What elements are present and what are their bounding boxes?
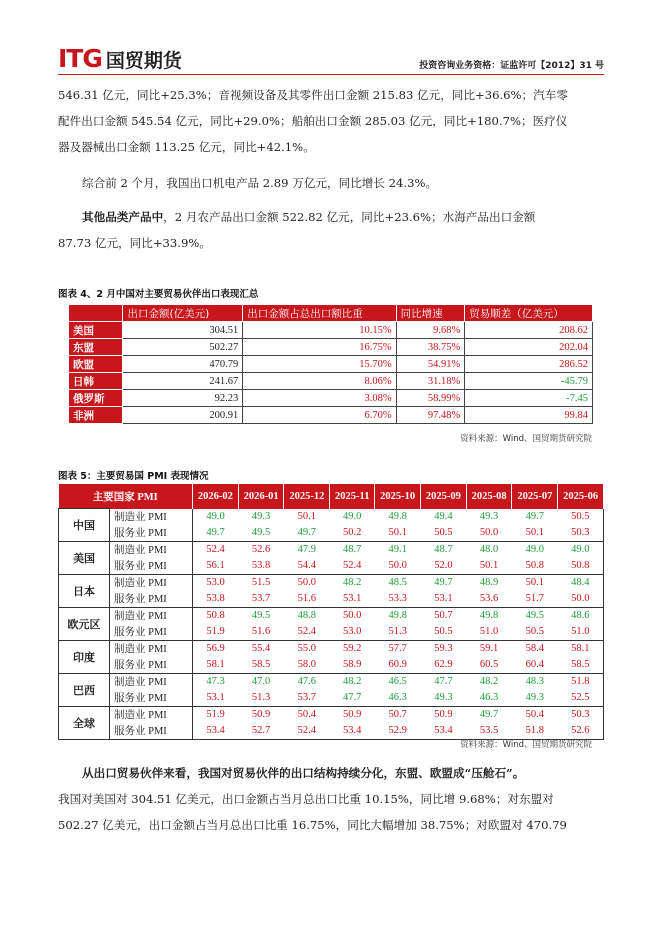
pmi-value-cell: 51.5 [251,577,271,588]
table4-row [69,322,593,339]
trade-surplus-cell: 286.52 [465,356,593,373]
pmi-value-cell: 58.1 [193,657,239,674]
table5-source: 资料来源：Wind、国贸期货研究院 [460,740,592,750]
table4-source: 资料来源：Wind、国贸期货研究院 [460,434,592,444]
pmi-value-cell: 59.2 [343,643,362,654]
pmi-value-cell: 49.0 [525,544,545,555]
table5-row [59,607,604,624]
pmi-value-cell: 49.8 [479,610,499,621]
table5-month-header: 2026-02 [193,484,239,509]
table4-row [69,407,593,424]
table5-row [59,558,604,575]
company-logo [58,44,182,73]
pmi-value-cell: 50.3 [558,525,604,542]
table5-month-header: 2026-01 [238,484,284,509]
logo-name: 国贸期货 [105,50,182,72]
indicator-cell: 制造业 PMI [110,640,193,657]
pmi-value-cell: 55.0 [297,643,317,654]
yoy-growth-cell: 9.68% [396,322,465,339]
pmi-value-cell: 50.1 [297,511,317,522]
pmi-value-cell: 53.5 [466,723,512,740]
pmi-value-cell: 53.1 [330,591,375,608]
partner-name-cell: 欧盟 [69,356,123,373]
pmi-value-cell: 49.5 [251,610,271,621]
country-cell: 欧元区 [59,607,110,640]
partner-name-cell: 东盟 [69,339,123,356]
pmi-value-cell: 53.8 [193,591,239,608]
pmi-value-cell: 48.2 [343,577,362,588]
pmi-value-cell: 50.0 [297,577,317,588]
pmi-value-cell: 53.4 [193,723,239,740]
pmi-value-cell: 49.7 [479,709,499,720]
pmi-value-cell: 53.6 [466,591,512,608]
country-cell: 巴西 [59,673,110,706]
pmi-value-cell: 51.7 [512,591,558,608]
indicator-cell: 服务业 PMI [110,525,193,542]
trade-surplus-cell: -45.79 [465,373,593,390]
indicator-cell: 制造业 PMI [110,541,193,558]
pmi-value-cell: 52.5 [558,690,604,707]
pmi-value-cell: 53.1 [193,690,239,707]
pmi-value-cell: 49.0 [558,541,604,558]
pmi-value-cell: 56.1 [193,558,239,575]
pmi-value-cell: 50.5 [421,525,467,542]
table4-header-cell: 出口金额占总出口额比重 [243,305,396,322]
paragraph-1-line-3: 器及器械出口金额 113.25 亿元，同比+42.1%。 [58,140,315,154]
country-cell: 全球 [59,706,110,739]
export-share-cell: 6.70% [243,407,396,424]
pmi-value-cell: 50.1 [512,525,558,542]
table5-month-header: 2025-12 [284,484,330,509]
pmi-value-cell: 60.5 [466,657,512,674]
pmi-value-cell: 49.7 [525,511,545,522]
indicator-cell: 制造业 PMI [110,574,193,591]
pmi-value-cell: 49.3 [421,690,467,707]
pmi-value-cell: 50.1 [525,577,545,588]
paragraph-1-line-1: 546.31 亿元，同比+25.3%；音视频设备及其零件出口金额 215.83 亿元，同比+36.6%；汽车零 [58,88,568,102]
pmi-value-cell: 58.0 [284,657,330,674]
pmi-value-cell: 50.0 [343,610,362,621]
table5-row [59,509,604,525]
pmi-value-cell: 49.4 [434,511,453,522]
pmi-value-cell: 49.8 [388,610,407,621]
table4-header-cell: 同比增速 [396,305,465,322]
pmi-value-cell: 48.8 [297,610,317,621]
pmi-value-cell: 52.4 [284,624,330,641]
trade-surplus-cell: 208.62 [465,322,593,339]
pmi-value-cell: 49.7 [434,577,453,588]
table4-header-row [69,305,593,322]
pmi-value-cell: 51.0 [466,624,512,641]
pmi-value-cell: 53.3 [375,591,421,608]
export-share-cell: 15.70% [243,356,396,373]
table5-row [59,706,604,723]
yoy-growth-cell: 58.99% [396,390,465,407]
pmi-value-cell: 52.4 [284,723,330,740]
paragraph-4-line-3: 502.27 亿美元，出口金额占当月总出口比重 16.75%，同比大幅增加 38.75%；对欧盟对 470.79 [58,818,567,832]
pmi-value-cell: 50.0 [558,591,604,608]
pmi-value-cell: 53.4 [330,723,375,740]
table5-header-label: 主要国家 PMI [59,484,193,509]
pmi-value-cell: 60.9 [375,657,421,674]
pmi-value-cell: 48.9 [479,577,499,588]
pmi-value-cell: 51.3 [375,624,421,641]
pmi-value-cell: 58.9 [330,657,375,674]
pmi-value-cell: 49.1 [388,544,407,555]
pmi-value-cell: 51.8 [512,723,558,740]
export-amount-cell: 200.91 [123,407,243,424]
pmi-value-cell: 50.4 [297,709,317,720]
pmi-value-cell: 50.5 [558,509,604,525]
pmi-value-cell: 53.8 [238,558,284,575]
table5-row [59,525,604,542]
pmi-value-cell: 49.0 [206,511,225,522]
pmi-value-cell: 48.0 [479,544,499,555]
table5-caption: 图表 5：主要贸易国 PMI 表现情况 [58,471,209,482]
pmi-value-cell: 50.1 [466,558,512,575]
pmi-value-cell: 52.9 [375,723,421,740]
table5-row [59,574,604,591]
pmi-value-cell: 62.9 [421,657,467,674]
table4-caption: 图表 4、2 月中国对主要贸易伙伴出口表现汇总 [58,289,259,300]
indicator-cell: 服务业 PMI [110,591,193,608]
trade-surplus-cell: 202.04 [465,339,593,356]
pmi-value-cell: 50.4 [525,709,545,720]
paragraph-4-line-2: 我国对美国对 304.51 亿美元，出口金额占当月总出口比重 10.15%，同比增 9.68%；对东盟对 [58,792,554,806]
pmi-value-cell: 55.4 [251,643,271,654]
pmi-value-cell: 48.2 [343,676,362,687]
header-divider [58,74,604,75]
indicator-cell: 服务业 PMI [110,624,193,641]
yoy-growth-cell: 97.48% [396,407,465,424]
table5-month-header: 2025-06 [558,484,604,509]
indicator-cell: 服务业 PMI [110,723,193,740]
table5-row [59,624,604,641]
pmi-value-cell: 51.6 [238,624,284,641]
pmi-value-cell: 49.5 [525,610,545,621]
paragraph-4-line-1 [58,760,604,786]
pmi-value-cell: 54.4 [284,558,330,575]
trade-surplus-cell: 99.84 [465,407,593,424]
pmi-value-cell: 50.9 [343,709,362,720]
pmi-value-cell: 49.5 [238,525,284,542]
pmi-value-cell: 50.5 [421,624,467,641]
pmi-value-cell: 58.1 [558,640,604,657]
indicator-cell: 服务业 PMI [110,657,193,674]
pmi-value-cell: 50.9 [251,709,271,720]
pmi-value-cell: 49.3 [512,690,558,707]
table5-row [59,723,604,740]
trade-surplus-cell: -7.45 [465,390,593,407]
pmi-value-cell: 50.1 [375,525,421,542]
pmi-value-cell: 49.7 [193,525,239,542]
paragraph-3-rest: ，2 月农产品出口金额 522.82 亿元，同比+23.6%；水海产品出口金额 [163,210,536,224]
indicator-cell: 制造业 PMI [110,607,193,624]
pmi-value-cell: 53.0 [206,577,225,588]
pmi-value-cell: 52.0 [421,558,467,575]
indicator-cell: 制造业 PMI [110,509,193,525]
pmi-value-cell: 60.4 [512,657,558,674]
pmi-value-cell: 57.7 [388,643,407,654]
pmi-value-cell: 51.6 [284,591,330,608]
country-cell: 美国 [59,541,110,574]
paragraph-3-line-1 [58,204,604,230]
table5-row [59,657,604,674]
export-amount-cell: 92.23 [123,390,243,407]
export-share-cell: 10.15% [243,322,396,339]
pmi-value-cell: 47.9 [297,544,317,555]
pmi-value-cell: 58.4 [525,643,545,654]
country-cell: 印度 [59,640,110,673]
pmi-value-cell: 48.4 [558,574,604,591]
table5-month-header: 2025-11 [330,484,375,509]
pmi-value-cell: 46.3 [466,690,512,707]
pmi-value-cell: 56.9 [206,643,225,654]
paragraph-1-line-2: 配件出口金额 545.54 亿元，同比+29.0%；船舶出口金额 285.03 亿元，同比+180.7%；医疗仪 [58,114,568,128]
pmi-value-cell: 49.0 [343,511,362,522]
yoy-growth-cell: 38.75% [396,339,465,356]
license-text: 投资咨询业务资格：证监许可【2012】31 号 [419,61,604,71]
table4-header-cell: 贸易顺差（亿美元） [465,305,593,322]
country-cell: 日本 [59,574,110,607]
table5-row [59,541,604,558]
export-amount-cell: 470.79 [123,356,243,373]
logo-itg: ITG [58,44,102,73]
country-cell: 中国 [59,509,110,542]
pmi-value-cell: 51.0 [558,624,604,641]
pmi-value-cell: 47.7 [330,690,375,707]
pmi-value-cell: 46.5 [388,676,407,687]
page-header [58,44,604,74]
pmi-value-cell: 51.8 [558,673,604,690]
pmi-value-cell: 50.7 [434,610,453,621]
table5-row [59,690,604,707]
indicator-cell: 服务业 PMI [110,558,193,575]
paragraph-3-bold: 其他品类产品中 [82,210,164,224]
pmi-value-cell: 51.9 [206,709,225,720]
pmi-value-cell: 52.6 [251,544,271,555]
pmi-value-cell: 48.6 [558,607,604,624]
pmi-value-cell: 48.7 [434,544,453,555]
table5-month-header: 2025-08 [466,484,512,509]
table5-month-header: 2025-09 [421,484,467,509]
pmi-value-cell: 52.4 [206,544,225,555]
pmi-value-cell: 50.0 [375,558,421,575]
pmi-value-cell: 50.8 [206,610,225,621]
pmi-value-cell: 50.0 [466,525,512,542]
export-amount-cell: 502.27 [123,339,243,356]
table5-row [59,640,604,657]
indicator-cell: 服务业 PMI [110,690,193,707]
pmi-value-cell: 53.7 [238,591,284,608]
pmi-table [58,484,604,740]
pmi-value-cell: 53.4 [421,723,467,740]
pmi-value-cell: 59.3 [434,643,453,654]
pmi-value-cell: 48.7 [343,544,362,555]
table5-header-row [59,484,604,509]
pmi-value-cell: 59.1 [479,643,499,654]
paragraph-4-bold: 从出口贸易伙伴来看，我国对贸易伙伴的出口结构持续分化，东盟、欧盟成“压舱石”。 [82,766,525,780]
export-share-cell: 8.06% [243,373,396,390]
table4-header-cell [69,305,123,322]
table5-month-header: 2025-07 [512,484,558,509]
pmi-value-cell: 50.8 [512,558,558,575]
partner-name-cell: 日韩 [69,373,123,390]
pmi-value-cell: 53.0 [330,624,375,641]
export-share-cell: 3.08% [243,390,396,407]
pmi-value-cell: 50.2 [330,525,375,542]
export-partners-table [68,304,593,424]
pmi-value-cell: 58.5 [558,657,604,674]
table5-row [59,591,604,608]
partner-name-cell: 非洲 [69,407,123,424]
pmi-value-cell: 50.5 [512,624,558,641]
pmi-value-cell: 47.0 [251,676,271,687]
pmi-value-cell: 49.8 [388,511,407,522]
pmi-value-cell: 48.2 [479,676,499,687]
pmi-value-cell: 47.7 [434,676,453,687]
partner-name-cell: 美国 [69,322,123,339]
partner-name-cell: 俄罗斯 [69,390,123,407]
pmi-value-cell: 49.7 [284,525,330,542]
pmi-value-cell: 47.3 [206,676,225,687]
pmi-value-cell: 51.9 [193,624,239,641]
pmi-value-cell: 52.6 [558,723,604,740]
paragraph-3-line-2: 87.73 亿元，同比+33.9%。 [58,236,211,250]
yoy-growth-cell: 54.91% [396,356,465,373]
pmi-value-cell: 46.3 [375,690,421,707]
pmi-value-cell: 50.3 [558,706,604,723]
yoy-growth-cell: 31.18% [396,373,465,390]
table4-row [69,356,593,373]
pmi-value-cell: 50.9 [434,709,453,720]
pmi-value-cell: 49.3 [479,511,499,522]
table5-row [59,673,604,690]
pmi-value-cell: 50.7 [388,709,407,720]
table5-month-header: 2025-10 [375,484,421,509]
table4-header-cell: 出口金额(亿美元) [123,305,243,322]
pmi-value-cell: 50.8 [558,558,604,575]
pmi-value-cell: 49.3 [251,511,271,522]
export-amount-cell: 304.51 [123,322,243,339]
export-amount-cell: 241.67 [123,373,243,390]
pmi-value-cell: 48.3 [525,676,545,687]
pmi-value-cell: 48.5 [388,577,407,588]
pmi-value-cell: 51.3 [238,690,284,707]
pmi-value-cell: 52.4 [330,558,375,575]
table4-row [69,373,593,390]
pmi-value-cell: 47.6 [297,676,317,687]
paragraph-2: 综合前 2 个月，我国出口机电产品 2.89 万亿元，同比增长 24.3%。 [82,176,438,190]
indicator-cell: 制造业 PMI [110,706,193,723]
pmi-value-cell: 53.7 [284,690,330,707]
indicator-cell: 制造业 PMI [110,673,193,690]
pmi-value-cell: 58.5 [238,657,284,674]
table4-row [69,339,593,356]
pmi-value-cell: 52.7 [238,723,284,740]
export-share-cell: 16.75% [243,339,396,356]
table4-row [69,390,593,407]
pmi-value-cell: 53.1 [421,591,467,608]
